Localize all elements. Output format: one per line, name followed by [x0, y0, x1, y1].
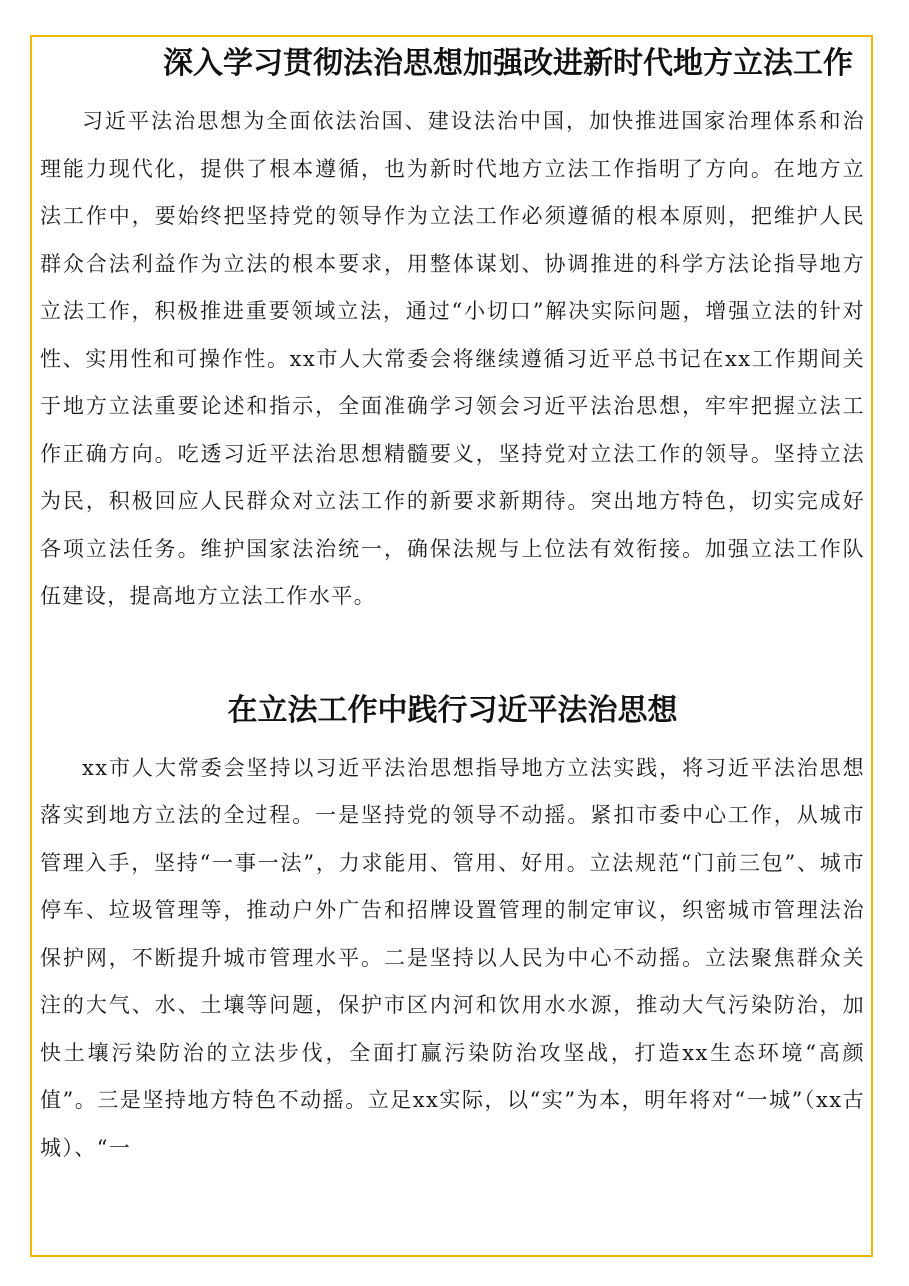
document-body: [40, 38, 865, 1172]
section-title: 在立法工作中践行习近平法治思想: [227, 692, 678, 728]
section-paragraph: 习近平法治思想为全面依法治国、建设法治中国，加快推进国家治理体系和治理能力现代化，提供了根本遵循，也为新时代地方立法工作指明了方向。在地方立法工作中，要始终把坚持党的领导作为立法工作必须遵循的根本原则，把维护人民群众合法利益作为立法的根本要求，用整体谋划、协调推进的科学方法论指导地方立法工作，积极推进重要领域立法，通过“小切口”解决实际问题，增强立法的针对性、实用性和可操作性。xx市人大常委会将继续遵循习近平总书记在xx工作期间关于地方立法重要论述和指示，全面准确学习领会习近平法治思想，牢牢把握立法工作正确方向。吃透习近平法治思想精髓要义，坚持党对立法工作的领导。坚持立法为民，积极回应人民群众对立法工作的新要求新期待。突出地方特色，切实完成好各项立法任务。维护国家法治统一，确保法规与上位法有效衔接。加强立法工作队伍建设，提高地方立法工作水平。: [40, 109, 865, 608]
section-paragraph: xx市人大常委会坚持以习近平法治思想指导地方立法实践，将习近平法治思想落实到地方立法的全过程。一是坚持党的领导不动摇。紧扣市委中心工作，从城市管理入手，坚持“一事一法”，力求能用、管用、好用。立法规范“门前三包”、城市停车、垃圾管理等，推动户外广告和招牌设置管理的制定审议，织密城市管理法治保护网，不断提升城市管理水平。二是坚持以人民为中心不动摇。立法聚焦群众关注的大气、水、土壤等问题，保护市区内河和饮用水水源，推动大气污染防治，加快土壤污染防治的立法步伐，全面打赢污染防治攻坚战，打造xx生态环境“高颜值”。三是坚持地方特色不动摇。立足xx实际，以“实”为本，明年将对“一城”（xx古城）、“一: [40, 755, 865, 1160]
section-spacer: [40, 621, 865, 685]
section-title: 深入学习贯彻法治思想加强改进新时代地方立法工作: [163, 46, 853, 81]
